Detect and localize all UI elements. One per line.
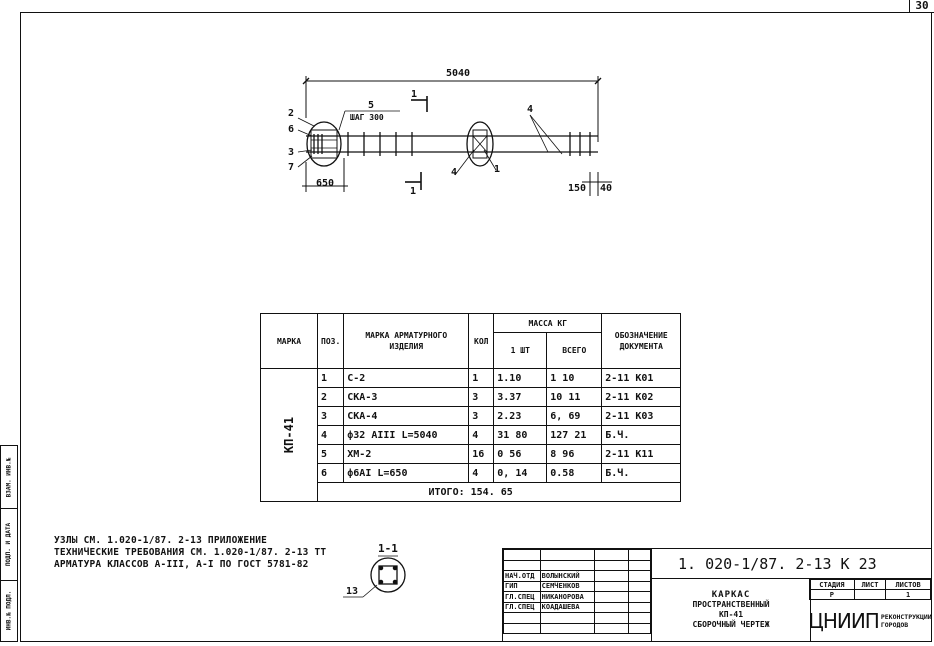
signature-name: НИКАНОРОВА <box>540 592 594 603</box>
signature-role: ГЛ.СПЕЦ <box>504 592 541 603</box>
cell-doc: 2-11 К02 <box>602 388 681 407</box>
header-doc: ОБОЗНАЧЕНИЕ ДОКУМЕНТА <box>602 314 681 369</box>
header-marka-izd: МАРКА АРМАТУРНОГО ИЗДЕЛИЯ <box>344 314 469 369</box>
sheets-header: ЛИСТОВ <box>886 580 931 590</box>
table-row <box>261 445 681 464</box>
cell-pos: 3 <box>318 407 344 426</box>
side-label-replace: ВЗАМ. ИНВ.№ <box>5 457 13 497</box>
pos-label-4a: 4 <box>527 104 534 115</box>
section-title: 1-1 <box>378 542 398 555</box>
cell-doc: 2-11 К01 <box>602 369 681 388</box>
note-line: АРМАТУРА КЛАССОВ А-III, А-I ПО ГОСТ 5781-82 <box>54 559 309 570</box>
stage-table <box>809 579 931 600</box>
cell-pos: 6 <box>318 464 344 483</box>
cell-total: 10 11 <box>547 388 602 407</box>
dim-total-label: 5040 <box>446 68 471 79</box>
cell-one: 0 56 <box>494 445 547 464</box>
cell-pos: 5 <box>318 445 344 464</box>
signature-role: ГЛ.СПЕЦ <box>504 602 541 613</box>
cell-qty: 16 <box>469 445 494 464</box>
title-line: ПРОСТРАНСТВЕННЫЙ <box>692 600 770 609</box>
sheet-value <box>854 590 885 600</box>
sheets-value: 1 <box>886 590 931 600</box>
sheet-header: ЛИСТ <box>854 580 885 590</box>
cell-one: 31 80 <box>494 426 547 445</box>
pos-label-2: 2 <box>288 108 295 119</box>
pos-label-3: 3 <box>288 147 295 158</box>
pos-label-7: 7 <box>288 162 295 173</box>
document-code: 1. 020-1/87. 2-13 К 23 <box>651 549 931 579</box>
cell-qty: 4 <box>469 464 494 483</box>
cell-total: 1 10 <box>547 369 602 388</box>
note-line: УЗЛЫ СМ. 1.020-1/87. 2-13 ПРИЛОЖЕНИЕ <box>54 535 268 546</box>
side-label-inv: ИНВ.№ ПОДЛ. <box>5 590 13 631</box>
side-label-sign: ПОДП. И ДАТА <box>5 522 13 566</box>
header-one: 1 ШТ <box>494 333 547 369</box>
table-row <box>261 464 681 483</box>
cell-qty: 4 <box>469 426 494 445</box>
stage-header: СТАДИЯ <box>810 580 855 590</box>
table-row <box>261 369 681 388</box>
group-mark: КП-41 <box>282 416 296 454</box>
cell-qty: 1 <box>469 369 494 388</box>
group-mark-cell <box>261 369 318 502</box>
title-line: КП-41 <box>718 610 744 619</box>
title-line: СБОРОЧНЫЙ ЧЕРТЕЖ <box>692 620 770 629</box>
signature-role: ГИП <box>504 581 541 592</box>
dim-650-label: 650 <box>316 178 335 189</box>
cell-total: 0.58 <box>547 464 602 483</box>
header-kol: КОЛ <box>469 314 494 369</box>
cell-total: 8 96 <box>547 445 602 464</box>
org-name-line: ГОРОДОВ <box>880 621 909 629</box>
title-block <box>502 548 932 642</box>
section-mark-top: 1 <box>411 89 418 100</box>
cell-pos: 4 <box>318 426 344 445</box>
pos-label-4b: 4 <box>451 167 458 178</box>
signature-role: НАЧ.ОТД <box>504 571 541 582</box>
step-note: ШАГ 300 <box>350 113 384 122</box>
pos-label-1: 1 <box>494 164 501 175</box>
signature-row <box>504 581 651 592</box>
org-name-line: РЕКОНСТРУКЦИИ <box>880 613 932 621</box>
header-massa: МАССА КГ <box>494 314 602 333</box>
section-callout: 13 <box>346 586 359 597</box>
notes-block <box>54 535 326 571</box>
signature-row <box>504 592 651 603</box>
pos-label-5: 5 <box>368 100 375 111</box>
note-line: ТЕХНИЧЕСКИЕ ТРЕБОВАНИЯ СМ. 1.020-1/87. 2-13 ТТ <box>54 547 327 558</box>
cell-total: 127 21 <box>547 426 602 445</box>
signature-row <box>504 571 651 582</box>
cell-one: 1.10 <box>494 369 547 388</box>
organization <box>809 601 931 641</box>
cell-total: 6, 69 <box>547 407 602 426</box>
cell-doc: Б.Ч. <box>602 464 681 483</box>
cell-qty: 3 <box>469 388 494 407</box>
header-total: ВСЕГО <box>547 333 602 369</box>
cell-name: ф32 AIII L=5040 <box>344 426 469 445</box>
cell-pos: 2 <box>318 388 344 407</box>
table-row <box>261 388 681 407</box>
section-mark-bottom: 1 <box>410 186 417 197</box>
cell-one: 0, 14 <box>494 464 547 483</box>
specification-table <box>260 313 681 502</box>
table-row <box>261 426 681 445</box>
cell-name: СКА-3 <box>344 388 469 407</box>
signature-name: КОАДАШЕВА <box>540 602 594 613</box>
cell-one: 3.37 <box>494 388 547 407</box>
table-row <box>261 407 681 426</box>
cell-name: С-2 <box>344 369 469 388</box>
dim-150-label: 150 <box>568 183 587 194</box>
title-line: КАРКАС <box>711 590 751 600</box>
cell-name: ф6AI L=650 <box>344 464 469 483</box>
organization-logo: ЦНИИП <box>808 609 879 633</box>
signature-table <box>503 549 651 641</box>
cell-one: 2.23 <box>494 407 547 426</box>
total-cell: ИТОГО: 154. 65 <box>318 483 681 502</box>
cell-doc: Б.Ч. <box>602 426 681 445</box>
cell-qty: 3 <box>469 407 494 426</box>
drawing-title <box>651 579 811 641</box>
cell-doc: 2-11 К03 <box>602 407 681 426</box>
cell-pos: 1 <box>318 369 344 388</box>
dim-40-label: 40 <box>600 183 613 194</box>
pos-label-6: 6 <box>288 124 295 135</box>
total-row <box>261 483 681 502</box>
cell-name: СКА-4 <box>344 407 469 426</box>
cell-doc: 2-11 К11 <box>602 445 681 464</box>
organization-name <box>881 613 932 629</box>
signature-name: ВОЛЫНСКИЙ <box>540 571 594 582</box>
page-number: 30 <box>909 0 934 13</box>
header-pos: ПОЗ. <box>318 314 344 369</box>
signature-name: СЕМЧЕНКОВ <box>540 581 594 592</box>
cell-name: ХМ-2 <box>344 445 469 464</box>
header-marka: МАРКА <box>261 314 318 369</box>
stage-value: Р <box>810 590 855 600</box>
signature-row <box>504 602 651 613</box>
